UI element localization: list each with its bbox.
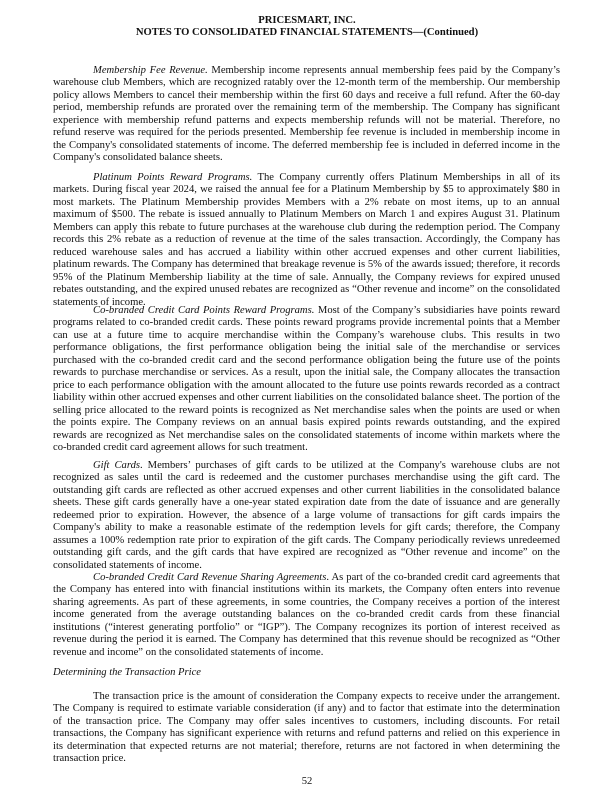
page-title: NOTES TO CONSOLIDATED FINANCIAL STATEMENTS—(Continued) bbox=[135, 27, 479, 38]
paragraph-text: . As part of the co-branded credit card agreements that the Company has entered into with financial institutions within its markets, the Company often enters into revenue sharing agreements. As part of these agreements, in some countries, the Company receives a portion of the interest income generated from the average outstanding balances on the co-branded credit cards from these financial institutions (“interest generating portfolio” or “IGP”). The Company recognizes its portion of interest received as revenue during the period it is earned. The Company has determined that this revenue should be recognized as “Other revenue and income” on the consolidated statements of income. bbox=[53, 572, 560, 658]
page-number: 52 bbox=[301, 776, 313, 787]
paragraph-lead: Co-branded Credit Card Revenue Sharing Agreements bbox=[93, 572, 327, 583]
paragraph-membership-fee-revenue bbox=[53, 65, 560, 165]
paragraph-revenue-sharing bbox=[53, 572, 560, 659]
paragraph-text: Most of the Company’s subsidiaries have points reward programs related to co-branded credit cards. These points reward programs provide incremental points that a Member can use at a future time to acquire merchandise within the Company’s warehouse clubs. This results in two performance obligations, the first performance obligation being the initial sale of the merchandise or services purchased with the co-branded credit card and the second performance obligation being the future use of the points rewards to purchase merchandise or services. As a result, upon the initial sale, the Company allocates the transaction price to each performance obligation with the amount allocated to the future use points rewards recorded as a contract liability within other accrued expenses and other current liabilities on the consolidated balance sheet. The portion of the selling price allocated to the reward points is recognized as Net merchandise sales when the points are used or when the points expire. The Company reviews on an annual basis expired points rewards outstanding, and the expired rewards are recognized as Net merchandise sales on the consolidated statements of income within markets where the co-branded credit card agreement allows for such treatment. bbox=[53, 305, 560, 453]
paragraph-lead: Co-branded Credit Card Points Reward Programs. bbox=[93, 305, 315, 316]
paragraph-lead: Gift Cards bbox=[93, 460, 140, 471]
paragraph-lead: Membership Fee Revenue. bbox=[93, 65, 208, 76]
paragraph-text: . Members’ purchases of gift cards to be utilized at the Company's warehouse clubs are not recognized as sales until the card is redeemed and the customer purchases merchandise using the gift card. The outstanding gift cards are reflected as other accrued expenses and other current liabilities in the consolidated balance sheets. These gift cards generally have a one-year stated expiration date from the date of issuance and are generally redeemed prior to expiration. However, the absence of a large volume of transactions for gift cards impairs the Company's ability to make a reasonable estimate of the redemption levels for gift cards; therefore, the Company assumes a 100% redemption rate prior to expiration of the gift cards. The Company periodically reviews unredeemed outstanding gift cards, and the gift cards that have expired are recognized as “Other revenue and income” on the consolidated statements of income. bbox=[53, 460, 560, 571]
section-heading: Determining the Transaction Price bbox=[53, 667, 202, 678]
paragraph-transaction-price: The transaction price is the amount of consideration the Company expects to receive under the arrangement. The Company is required to estimate variable consideration (if any) and to factor that estimate into the determination of the transaction price. The Company may offer sales incentives to customers, including discounts. For retail transactions, the Company has significant experience with returns and refund patterns and relied on this experience in its determination that expected returns are not material; therefore, returns are not factored in when determining the transaction price. bbox=[53, 691, 560, 765]
paragraph-gift-cards bbox=[53, 460, 560, 572]
paragraph-text: Membership income represents annual membership fees paid by the Company’s warehouse club Members, which are recognized ratably over the 12-month term of the membership. Our membership policy allows Members to cancel their membership within the first 60 days and receive a full refund. After the 60-day period, membership refunds are prorated over the remaining term of the membership. The Company has significant experience with membership refund patterns and expects membership refunds will not be material. Therefore, no refund reserve was required for the periods presented. Membership fee revenue is included in membership income in the Company's consolidated statements of income. The deferred membership fee is included in deferred income in the Company's consolidated balance sheets. bbox=[53, 65, 560, 164]
paragraph-platinum-points bbox=[53, 172, 560, 309]
company-name: PRICESMART, INC. bbox=[258, 15, 356, 26]
paragraph-cobranded-points bbox=[53, 305, 560, 454]
paragraph-text: The Company currently offers Platinum Memberships in all of its markets. During fiscal year 2024, we raised the annual fee for a Platinum Membership by $5 to approximately $80 in most markets. The Platinum Membership provides Members with a 2% rebate on most items, up to an annual maximum of $500. The rebate is issued annually to Platinum Members on March 1 and expires August 31. Platinum Members can apply this rebate to future purchases at the warehouse club during the redemption period. The Company records this 2% rebate as a reduction of revenue at the time of the sales transaction. Accordingly, the Company has reduced warehouse sales and has accrued a liability within other accrued expenses and other current liabilities, platinum rewards. The Company has determined that breakage revenue is 5% of the awards issued; therefore, it records 95% of the Platinum Membership liability at the time of sale. Annually, the Company reviews for expired unused rebates outstanding, and the expired unused rebates are recognized as “Other revenue and income” on the consolidated statements of income. bbox=[53, 172, 560, 308]
paragraph-lead: Platinum Points Reward Programs. bbox=[93, 172, 253, 183]
